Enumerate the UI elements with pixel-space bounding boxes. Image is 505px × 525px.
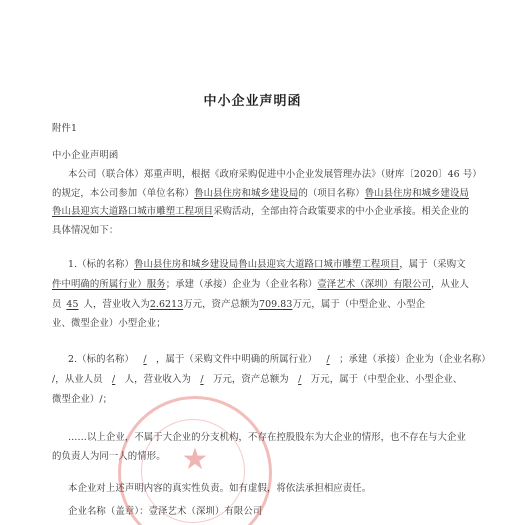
signature-label: 企业名称（盖章）：: [68, 506, 149, 517]
para1-line3: 鲁山县迎宾大道路口城市雕塑工程项目采购活动，全部由符合政策要求的中小企业承接。相关企业的: [52, 206, 469, 217]
para1-line2: 的规定，本公司参加（单位名称）鲁山县住房和城乡建设局的（项目名称）鲁山县住房和城乡建设局: [52, 188, 469, 199]
item1-line2: 件中明确的所属行业）服务；承建（承接）企业为（企业名称）壹泽艺术（深圳）有限公司，从业人: [52, 279, 469, 290]
item1-line3: 员 45 人，营业收入为2.6213万元，资产总额为709.83万元，属于（中型企业、小型企: [52, 299, 426, 310]
item2-line3: 微型企业）/；: [52, 394, 113, 405]
item1-subject: 鲁山县住房和城乡建设局鲁山县迎宾大道路口城市雕塑工程项目: [134, 259, 400, 270]
signature-company: 壹泽艺术（深圳）有限公司: [148, 506, 263, 517]
unit-name: 鲁山县住房和城乡建设局: [194, 188, 299, 199]
ellipsis-line1: ……以上企业，不属于大企业的分支机构，不存在控股股东为大企业的情形，也不存在与大企业: [68, 432, 466, 443]
item1-line1: 1.（标的名称）鲁山县住房和城乡建设局鲁山县迎宾大道路口城市雕塑工程项目，属于（采购文: [68, 259, 466, 270]
item1-line4: 业、微型企业）小型企业；: [52, 318, 166, 329]
item2-line1: 2.（标的名称） / ，属于（采购文件中明确的所属行业） / ；承建（承接）企业为（企业名称）: [68, 354, 491, 365]
item2-line2: /，从业人员 / 人，营业收入为 / 万元，资产总额为 / 万元，属于（中型企业、小型企业、: [52, 374, 463, 385]
item1-assets: 709.83: [259, 299, 293, 310]
item1-company: 壹泽艺术（深圳）有限公司: [317, 279, 432, 290]
document-subtitle: 中小企业声明函: [52, 150, 119, 161]
company-seal-stamp: [118, 396, 272, 525]
item1-revenue: 2.6213: [149, 299, 184, 310]
item1-industry: 服务: [146, 279, 166, 290]
attachment-label: 附件1: [52, 123, 78, 134]
para1-line4: 具体情况如下：: [52, 225, 119, 236]
document-title: 中小企业声明函: [203, 94, 302, 109]
project-name-part1: 鲁山县住房和城乡建设局: [364, 188, 469, 199]
item1-staff-count: 45: [66, 299, 79, 310]
commitment-statement: 本企业对上述声明内容的真实性负责。如有虚假，将依法承担相应责任。: [68, 483, 372, 494]
seal-star-icon: ★: [181, 442, 209, 477]
para1-line1: 本公司（联合体）郑重声明，根据《政府采购促进中小企业发展管理办法》（财库〔2020〕46 号）: [68, 169, 482, 180]
project-name-part2: 鲁山县迎宾大道路口城市雕塑工程项目: [52, 206, 214, 217]
ellipsis-line2: 的负责人为同一人的情形。: [52, 451, 166, 462]
